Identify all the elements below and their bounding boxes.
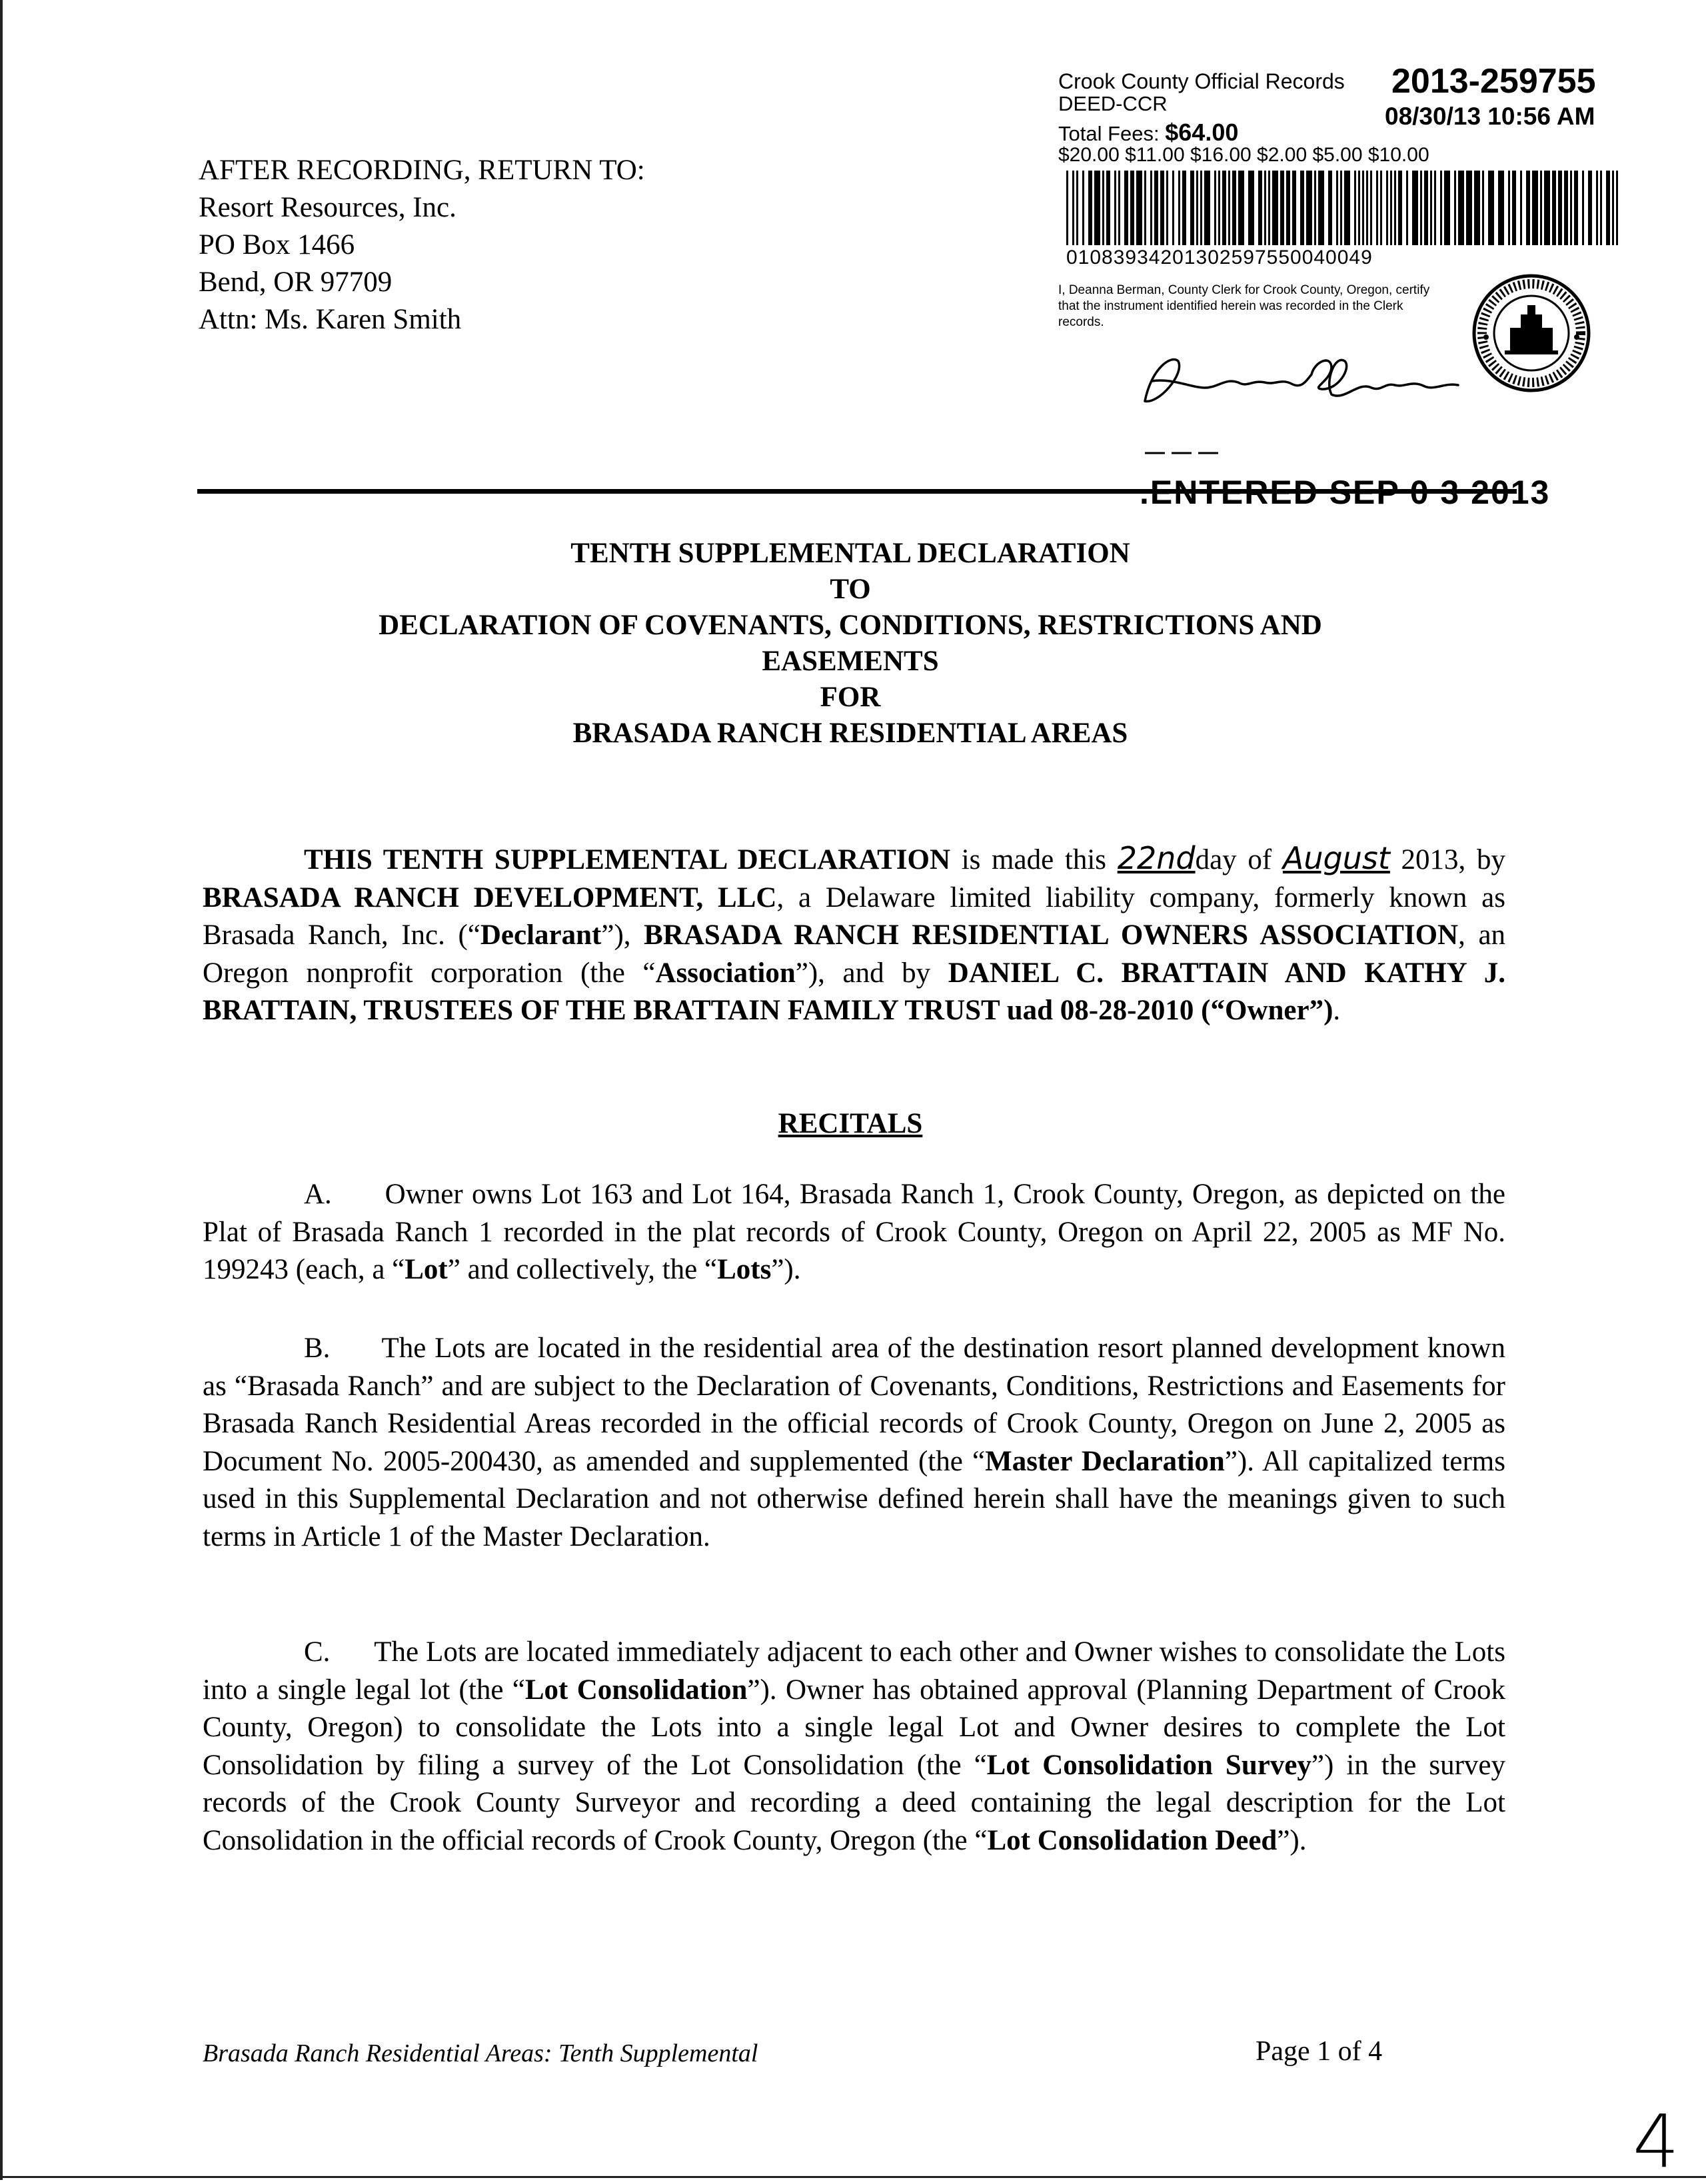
barcode-bar xyxy=(1190,171,1194,245)
barcode-bar xyxy=(1264,171,1266,245)
recital-b-bold-1: Master Declaration xyxy=(985,1445,1225,1477)
barcode xyxy=(1066,171,1623,245)
barcode-bar xyxy=(1520,171,1522,245)
barcode-bar xyxy=(1154,171,1158,245)
title-line-5: FOR xyxy=(820,682,881,713)
handwritten-day: 22nd xyxy=(1117,840,1196,876)
barcode-bar xyxy=(1588,171,1592,245)
barcode-bar xyxy=(1268,171,1270,245)
handwritten-month: August xyxy=(1282,840,1390,876)
scan-border-bottom xyxy=(0,2176,1706,2178)
intro-bold-9: BRASADA RANCH RESIDENTIAL OWNERS ASSOCIATION xyxy=(644,919,1459,951)
recital-c-bold-2: Lot Consolidation Survey xyxy=(986,1749,1311,1781)
barcode-bar xyxy=(1420,171,1422,245)
intro-text-3: day of xyxy=(1195,844,1283,875)
barcode-bar xyxy=(1258,171,1262,245)
barcode-bar xyxy=(1394,171,1396,245)
barcode-bar xyxy=(1380,171,1382,245)
barcode-bar xyxy=(1300,171,1304,245)
intro-text-4: 2013, by xyxy=(1389,844,1505,875)
barcode-bar xyxy=(1596,171,1598,245)
recital-a-text-3: ”). xyxy=(771,1254,801,1285)
barcode-bar xyxy=(1526,171,1530,245)
intro-text-6: , a Delaware limited liability company, formerly known as Brasada Ranch, Inc. (“ xyxy=(203,881,1505,951)
barcode-bar xyxy=(1370,171,1372,245)
recital-c-bold-3: Lot Consolidation Deed xyxy=(987,1824,1278,1856)
barcode-bar xyxy=(1454,171,1456,245)
title-line-3: DECLARATION OF COVENANTS, CONDITIONS, RESTRICTIONS AND xyxy=(379,610,1322,641)
recital-c-text-4: ”). xyxy=(1277,1824,1307,1856)
barcode-bar xyxy=(1072,171,1074,245)
barcode-bar xyxy=(1366,171,1368,245)
barcode-bar xyxy=(1318,171,1324,245)
fee-breakdown: $20.00 $11.00 $16.00 $2.00 $5.00 $10.00 xyxy=(1058,144,1429,166)
title-line-6: BRASADA RANCH RESIDENTIAL AREAS xyxy=(572,718,1128,749)
recital-a-text-1: A. Owner owns Lot 163 and Lot 164, Brasada Ranch 1, Crook County, Oregon, as depicted on the Plat of Brasada Ranch 1 recorded in the plat records of Crook County, Oregon on April 22, 2005 as MF No. 199243 (each, a “ xyxy=(203,1179,1505,1285)
barcode-bar xyxy=(1344,171,1350,245)
barcode-bar xyxy=(1102,171,1104,245)
barcode-bar xyxy=(1150,171,1152,245)
barcode-bar xyxy=(1238,171,1244,245)
barcode-bar xyxy=(1088,171,1092,245)
intro-bold-11: Association xyxy=(655,957,796,989)
footer-title: Brasada Ranch Residential Areas: Tenth Supplemental xyxy=(203,2039,758,2067)
barcode-bar xyxy=(1314,171,1316,245)
barcode-bar xyxy=(1570,171,1572,245)
recital-c-bold-1: Lot Consolidation xyxy=(524,1674,748,1706)
recital-a-bold-1: Lot xyxy=(405,1254,448,1285)
barcode-bar xyxy=(1544,171,1550,245)
barcode-bar xyxy=(1434,171,1436,245)
recital-c-text-1: C. The Lots are located immediately adjacent to each other and Owner wishes to consolidate the Lots into a single legal lot (the “ xyxy=(203,1636,1505,1706)
barcode-bar xyxy=(1600,171,1602,245)
barcode-bar xyxy=(1306,171,1312,245)
barcode-bar xyxy=(1136,171,1142,245)
recitals-heading: RECITALS xyxy=(778,1108,923,1139)
barcode-bar xyxy=(1286,171,1290,245)
intro-text-8: ”), xyxy=(601,919,644,951)
recital-b-text-1: B. The Lots are located in the residential area of the destination resort planned development known as “Brasada Ranch” and are subject to the Declaration of Covenants, Conditions, Restrictions and Easements for Brasada Ranch Residential Areas recorded in the official records of Crook County, Oregon on June 2, 2005 as Document No. 2005-200430, as amended and supplemented (the “ xyxy=(203,1333,1505,1477)
records-doc-type: DEED-CCR xyxy=(1058,92,1168,115)
barcode-bar xyxy=(1424,171,1428,245)
return-line-2: PO Box 1466 xyxy=(199,229,355,261)
barcode-bar xyxy=(1512,171,1516,245)
barcode-bar xyxy=(1398,171,1402,245)
recital-b-text-2: ”). All capitalized terms used in this Supplemental Declaration and not otherwise defined herein shall have the meanings given to such terms in Article 1 of the Master Declaration. xyxy=(203,1445,1505,1552)
barcode-bar xyxy=(1412,171,1418,245)
records-doc-number: 2013-259755 xyxy=(1391,62,1596,101)
barcode-bar xyxy=(1094,171,1100,245)
recital-c-text-3: ”) in the survey records of the Crook County Surveyor and recording a deed containing the legal description for the Lot Consolidation in the official records of Crook County, Oregon (the “ xyxy=(203,1749,1505,1856)
barcode-bar xyxy=(1200,171,1202,245)
recital-a-text-2: ” and collectively, the “ xyxy=(447,1254,718,1285)
barcode-bar xyxy=(1616,171,1618,245)
barcode-bar xyxy=(1144,171,1146,245)
barcode-bar xyxy=(1390,171,1392,245)
recital-a-bold-2: Lots xyxy=(717,1254,772,1285)
intro-bold-5: BRASADA RANCH DEVELOPMENT, LLC xyxy=(203,881,777,913)
barcode-bar xyxy=(1336,171,1338,245)
barcode-bar xyxy=(1532,171,1538,245)
intro-bold-1: THIS TENTH SUPPLEMENTAL DECLARATION xyxy=(304,844,950,875)
barcode-bar xyxy=(1160,171,1164,245)
return-line-4: Attn: Ms. Karen Smith xyxy=(199,304,462,335)
return-line-1: Resort Resources, Inc. xyxy=(199,192,456,223)
recital-b xyxy=(203,1330,1505,1556)
scan-border-left xyxy=(0,0,3,2180)
title-line-2: TO xyxy=(830,574,871,605)
barcode-bar xyxy=(1204,171,1210,245)
clerk-certification: I, Deanna Berman, County Clerk for Crook County, Oregon, certify that the instrument identified herein was recorded in the Clerk records. xyxy=(1058,283,1430,329)
return-heading: AFTER RECORDING, RETURN TO: xyxy=(199,155,645,186)
barcode-bar xyxy=(1222,171,1226,245)
intro-text-10: , an Oregon nonprofit corporation (the “ xyxy=(203,919,1506,989)
barcode-bar xyxy=(1508,171,1510,245)
barcode-bar xyxy=(1232,171,1236,245)
title-line-4: EASEMENTS xyxy=(762,646,939,677)
intro-text-2: is made this xyxy=(950,844,1118,875)
barcode-bar xyxy=(1444,171,1450,245)
title-line-1: TENTH SUPPLEMENTAL DECLARATION xyxy=(570,538,1130,569)
barcode-bar xyxy=(1606,171,1610,245)
barcode-bar xyxy=(1552,171,1556,245)
barcode-bar xyxy=(1272,171,1278,245)
barcode-bar xyxy=(1558,171,1562,245)
records-county: Crook County Official Records xyxy=(1058,69,1345,93)
barcode-bar xyxy=(1354,171,1356,245)
clerk-signature xyxy=(1132,341,1465,414)
barcode-bar xyxy=(1574,171,1578,245)
barcode-bar xyxy=(1196,171,1198,245)
recital-a xyxy=(203,1176,1505,1289)
barcode-bar xyxy=(1280,171,1284,245)
barcode-bar xyxy=(1130,171,1134,245)
intro-text-14: . xyxy=(1333,995,1341,1026)
barcode-bar xyxy=(1076,171,1078,245)
barcode-bar xyxy=(1218,171,1220,245)
barcode-bar xyxy=(1106,171,1110,245)
barcode-bar xyxy=(1118,171,1120,245)
barcode-bar xyxy=(1488,171,1494,245)
barcode-bar xyxy=(1474,171,1480,245)
barcode-bar xyxy=(1328,171,1332,245)
barcode-bar xyxy=(1082,171,1084,245)
barcode-bar xyxy=(1166,171,1168,245)
barcode-bar xyxy=(1340,171,1342,245)
handwritten-page-mark: 4 xyxy=(1633,2099,1679,2184)
intro-paragraph xyxy=(203,839,1505,1030)
barcode-bar xyxy=(1172,171,1174,245)
barcode-bar xyxy=(1182,171,1186,245)
barcode-bar xyxy=(1376,171,1378,245)
barcode-bar xyxy=(1430,171,1432,245)
fees-label: Total Fees: xyxy=(1058,122,1160,145)
intro-text-12: ”), and by xyxy=(795,957,948,989)
barcode-bar xyxy=(1362,171,1364,245)
barcode-bar xyxy=(1214,171,1216,245)
barcode-bar xyxy=(1386,171,1388,245)
barcode-bar xyxy=(1292,171,1296,245)
fees-total: $64.00 xyxy=(1165,119,1239,146)
barcode-bar xyxy=(1440,171,1442,245)
barcode-bar xyxy=(1582,171,1584,245)
barcode-bar xyxy=(1540,171,1542,245)
intro-bold-7: Declarant xyxy=(480,919,602,951)
barcode-bar xyxy=(1406,171,1408,245)
stamp-dash-mark xyxy=(1145,449,1225,457)
barcode-bar xyxy=(1114,171,1116,245)
recital-c-text-2: ”). Owner has obtained approval (Planning Department of Crook County, Oregon) to consolidate the Lots into a single legal Lot and Owner desires to complete the Lot Consolidation by filing a survey of the Lot Consolidation (the “ xyxy=(203,1674,1505,1781)
barcode-bar xyxy=(1124,171,1128,245)
barcode-bar xyxy=(1482,171,1484,245)
barcode-bar xyxy=(1564,171,1568,245)
county-seal-icon xyxy=(1471,273,1591,393)
barcode-bar xyxy=(1228,171,1230,245)
records-fees xyxy=(1058,119,1238,147)
barcode-bar xyxy=(1248,171,1254,245)
barcode-bar xyxy=(1466,171,1472,245)
barcode-bar xyxy=(1178,171,1180,245)
intro-bold-13: DANIEL C. BRATTAIN AND KATHY J. BRATTAIN, TRUSTEES OF THE BRATTAIN FAMILY TRUST uad 08-28-2010 (“Owner”) xyxy=(203,957,1505,1026)
entered-stamp: .ENTERED SEP 0 3 2013 xyxy=(1140,474,1551,511)
barcode-bar xyxy=(1358,171,1360,245)
barcode-bar xyxy=(1498,171,1504,245)
records-datetime: 08/30/13 10:56 AM xyxy=(1385,103,1595,130)
return-line-3: Bend, OR 97709 xyxy=(199,267,393,298)
return-address-block xyxy=(199,152,645,338)
document-title xyxy=(197,536,1503,752)
page-number: Page 1 of 4 xyxy=(1256,2036,1383,2067)
recital-c xyxy=(203,1634,1505,1860)
barcode-bar xyxy=(1612,171,1614,245)
barcode-number: 01083934201302597550040049 xyxy=(1066,247,1373,269)
barcode-bar xyxy=(1066,171,1068,245)
barcode-bar xyxy=(1458,171,1464,245)
